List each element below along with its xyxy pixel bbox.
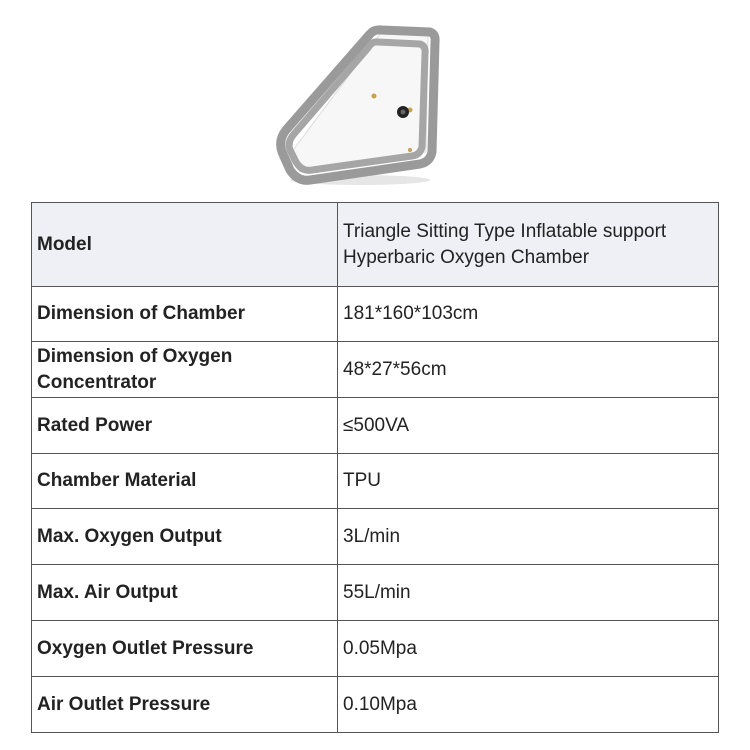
spec-value: 0.10Mpa	[338, 677, 719, 733]
spec-label: Model	[32, 203, 338, 287]
table-row	[32, 398, 719, 454]
table-row	[32, 677, 719, 733]
table-row	[32, 454, 719, 509]
spec-label: Max. Air Output	[32, 565, 338, 621]
spec-label: Chamber Material	[32, 454, 338, 509]
spec-label: Air Outlet Pressure	[32, 677, 338, 733]
table-row	[32, 565, 719, 621]
spec-value: Triangle Sitting Type Inflatable support Hyperbaric Oxygen Chamber	[338, 203, 719, 287]
spec-label: Oxygen Outlet Pressure	[32, 621, 338, 677]
spec-value: 0.05Mpa	[338, 621, 719, 677]
table-row	[32, 509, 719, 565]
spec-value: ≤500VA	[338, 398, 719, 454]
spec-label: Max. Oxygen Output	[32, 509, 338, 565]
table-row	[32, 203, 719, 287]
spec-value: TPU	[338, 454, 719, 509]
table-row	[32, 287, 719, 342]
hyperbaric-chamber-image	[270, 12, 440, 187]
spec-table	[31, 202, 719, 733]
spec-label: Rated Power	[32, 398, 338, 454]
spec-label: Dimension of Oxygen Concentrator	[32, 342, 338, 398]
spec-value: 55L/min	[338, 565, 719, 621]
spec-label: Dimension of Chamber	[32, 287, 338, 342]
spec-value: 3L/min	[338, 509, 719, 565]
table-row	[32, 621, 719, 677]
spec-value: 181*160*103cm	[338, 287, 719, 342]
table-row	[32, 342, 719, 398]
spec-value: 48*27*56cm	[338, 342, 719, 398]
